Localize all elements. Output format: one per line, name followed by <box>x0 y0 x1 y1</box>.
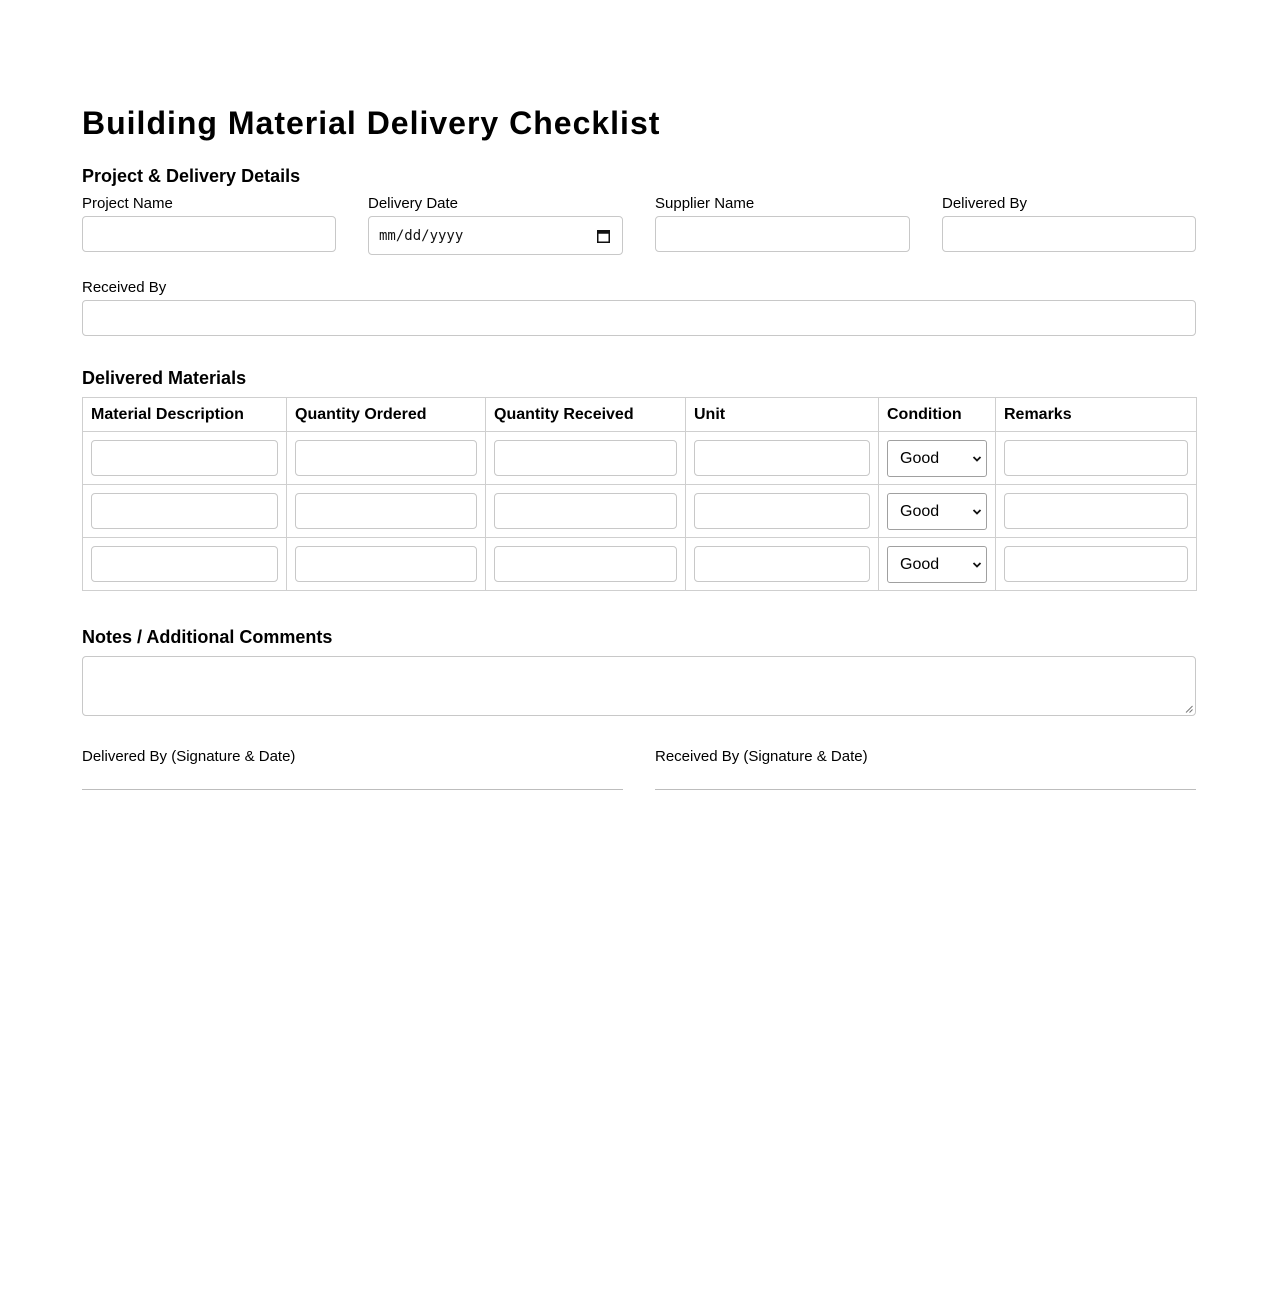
table-row <box>83 432 1197 485</box>
unit-input[interactable] <box>694 493 870 529</box>
unit-input[interactable] <box>694 440 870 476</box>
quantity-ordered-input[interactable] <box>295 440 477 476</box>
table-cell <box>996 432 1197 485</box>
table-cell <box>996 485 1197 538</box>
quantity-ordered-input[interactable] <box>295 546 477 582</box>
quantity-ordered-input[interactable] <box>295 493 477 529</box>
table-cell <box>486 485 686 538</box>
table-cell <box>287 432 486 485</box>
materials-heading: Delivered Materials <box>82 368 247 388</box>
received-by-label: Received By <box>82 279 167 296</box>
remarks-input[interactable] <box>1004 440 1188 476</box>
condition-select-value: Good <box>900 555 940 573</box>
table-cell <box>83 432 287 485</box>
project-name-input[interactable] <box>82 216 336 252</box>
condition-select[interactable] <box>887 493 987 530</box>
quantity-received-input[interactable] <box>494 546 677 582</box>
table-cell <box>287 485 486 538</box>
condition-select-value: Good <box>900 449 940 467</box>
delivery-date-label: Delivery Date <box>368 195 459 212</box>
table-cell <box>686 485 879 538</box>
chevron-down-icon <box>972 455 982 463</box>
notes-heading: Notes / Additional Comments <box>82 627 333 647</box>
remarks-input[interactable] <box>1004 546 1188 582</box>
materials-table <box>82 397 1197 591</box>
table-cell <box>686 538 879 591</box>
delivered-by-label: Delivered By <box>942 195 1028 212</box>
supplier-name-input[interactable] <box>655 216 910 252</box>
unit-input[interactable] <box>694 546 870 582</box>
condition-select-value: Good <box>900 502 940 520</box>
material-description-input[interactable] <box>91 440 278 476</box>
condition-select[interactable] <box>887 440 987 477</box>
delivered-by-input[interactable] <box>942 216 1196 252</box>
table-cell <box>486 538 686 591</box>
quantity-received-input[interactable] <box>494 440 677 476</box>
chevron-down-icon <box>972 561 982 569</box>
received-signature-label: Received By (Signature & Date) <box>655 748 868 765</box>
delivered-signature-label: Delivered By (Signature & Date) <box>82 748 296 765</box>
received-signature-line[interactable] <box>655 789 1196 790</box>
delivered-signature-line[interactable] <box>82 789 623 790</box>
chevron-down-icon <box>972 508 982 516</box>
column-header-quantity-ordered: Quantity Ordered <box>287 398 486 432</box>
column-header-unit: Unit <box>686 398 879 432</box>
table-cell <box>996 538 1197 591</box>
table-cell <box>486 432 686 485</box>
delivery-date-placeholder: mm/dd/yyyy <box>379 228 464 244</box>
received-by-input[interactable] <box>82 300 1196 336</box>
details-heading: Project & Delivery Details <box>82 166 301 186</box>
project-name-label: Project Name <box>82 195 173 212</box>
resize-handle-icon[interactable] <box>1185 705 1193 713</box>
table-row <box>83 485 1197 538</box>
table-cell <box>686 432 879 485</box>
table-header-row <box>83 398 1197 432</box>
calendar-icon[interactable] <box>597 229 610 243</box>
delivery-date-input[interactable] <box>368 216 623 255</box>
column-header-quantity-received: Quantity Received <box>486 398 686 432</box>
material-description-input[interactable] <box>91 546 278 582</box>
table-cell <box>83 485 287 538</box>
table-cell <box>879 538 996 591</box>
table-row <box>83 538 1197 591</box>
column-header-material-description: Material Description <box>83 398 287 432</box>
condition-select[interactable] <box>887 546 987 583</box>
column-header-condition: Condition <box>879 398 996 432</box>
column-header-remarks: Remarks <box>996 398 1197 432</box>
page-title: Building Material Delivery Checklist <box>82 105 661 141</box>
table-cell <box>879 432 996 485</box>
quantity-received-input[interactable] <box>494 493 677 529</box>
supplier-name-label: Supplier Name <box>655 195 755 212</box>
table-cell <box>287 538 486 591</box>
table-cell <box>879 485 996 538</box>
table-cell <box>83 538 287 591</box>
notes-textarea[interactable] <box>82 656 1196 716</box>
material-description-input[interactable] <box>91 493 278 529</box>
remarks-input[interactable] <box>1004 493 1188 529</box>
